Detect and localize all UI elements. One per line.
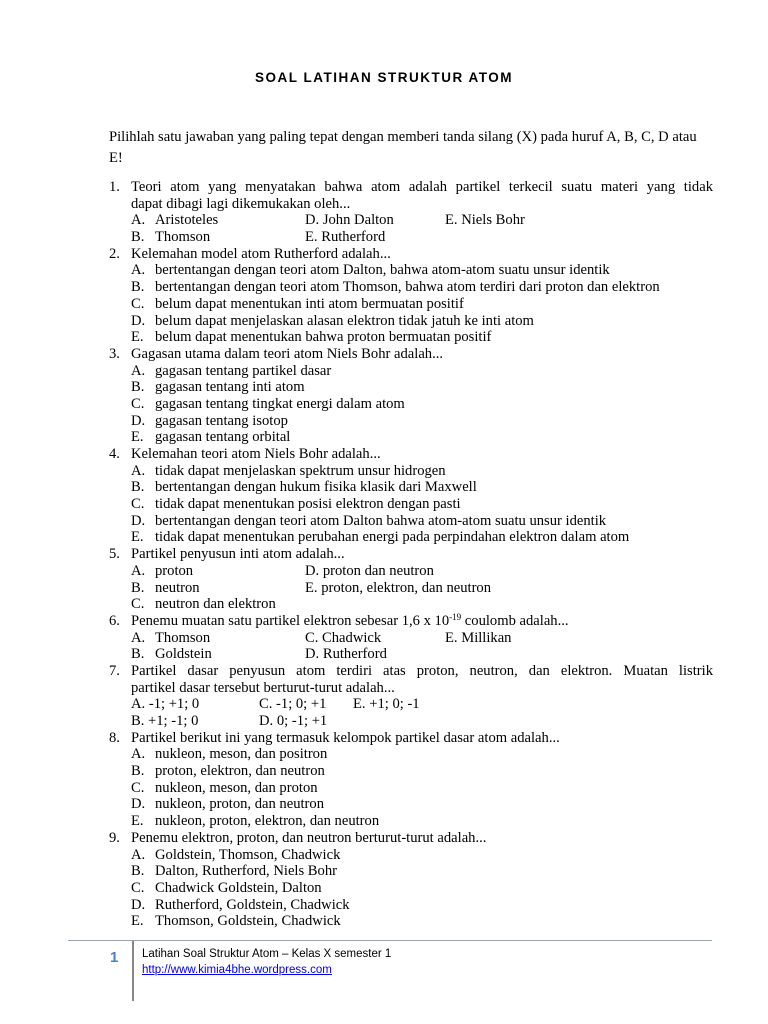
option-row <box>0 429 768 446</box>
option-letter: B. <box>131 863 145 880</box>
question-text: dapat dibagi lagi dikemukakan oleh... <box>131 195 351 212</box>
option-text: Thomson <box>155 629 211 646</box>
option-text: Dalton, Rutherford, Niels Bohr <box>155 863 337 880</box>
option-text: Thomson <box>155 229 211 246</box>
instructions: Pilihlah satu jawaban yang paling tepat dengan memberi tanda silang (X) pada huruf A, B, C, D atau E! <box>109 129 697 166</box>
option-row <box>0 813 768 830</box>
option-text: gagasan tentang tingkat energi dalam atom <box>155 395 405 412</box>
option-text: Chadwick Goldstein, Dalton <box>155 879 322 896</box>
option-letter: C. <box>131 879 145 896</box>
page-title: SOAL LATIHAN STRUKTUR ATOM <box>255 70 513 85</box>
question-5 <box>0 546 768 563</box>
option-letter: A. <box>131 212 146 229</box>
option-text: B. +1; -1; 0 <box>131 713 199 729</box>
option-letter: C. <box>131 779 145 796</box>
question-number: 3. <box>109 345 120 362</box>
option-row <box>0 229 768 246</box>
option-letter: C. <box>131 596 145 613</box>
option-row <box>0 596 768 613</box>
option-text: E. proton, elektron, dan neutron <box>305 579 492 596</box>
option-letter: E. <box>131 329 144 346</box>
option-text: tidak dapat menentukan perubahan energi pada perpindahan elektron dalam atom <box>155 529 630 546</box>
option-text: belum dapat menentukan inti atom bermuatan positif <box>155 295 464 312</box>
option-letter: C. <box>131 395 145 412</box>
question-number: 4. <box>109 446 120 462</box>
option-row <box>0 880 768 897</box>
footer-vertical-divider <box>132 941 134 1001</box>
option-row <box>0 262 768 279</box>
option-row <box>0 329 768 346</box>
option-text: bertentangan dengan hukum fisika klasik dari Maxwell <box>155 479 477 496</box>
option-letter: C. <box>131 496 145 513</box>
option-text: D. 0; -1; +1 <box>259 713 328 729</box>
question-text: Teori atom yang menyatakan bahwa atom adalah partikel terkecil suatu materi yang tidak <box>131 179 713 195</box>
option-row <box>0 796 768 813</box>
option-text: nukleon, meson, dan positron <box>155 746 328 763</box>
option-row <box>0 313 768 330</box>
option-letter: B. <box>131 579 145 596</box>
option-row <box>0 396 768 413</box>
question-text <box>131 613 713 630</box>
option-text: A. -1; +1; 0 <box>131 696 200 713</box>
option-text: Rutherford, Goldstein, Chadwick <box>155 896 350 913</box>
option-text: bertentangan dengan teori atom Thomson, bahwa atom terdiri dari proton dan elektron <box>155 279 660 296</box>
option-row <box>0 563 768 580</box>
option-text: gagasan tentang partikel dasar <box>155 362 332 379</box>
question-text: Partikel dasar penyusun atom terdiri atas proton, neutron, dan elektron. Muatan listrik <box>131 662 713 679</box>
option-text: E. Rutherford <box>305 229 386 246</box>
option-letter: D. <box>131 412 146 429</box>
option-text: bertentangan dengan teori atom Dalton bahwa atom-atom suatu unsur identik <box>155 512 607 529</box>
question-number: 9. <box>109 829 120 846</box>
option-text: Thomson, Goldstein, Chadwick <box>155 913 341 930</box>
option-text: gagasan tentang isotop <box>155 412 288 429</box>
option-text: Aristoteles <box>155 212 219 229</box>
option-text: E. +1; 0; -1 <box>353 696 420 713</box>
option-text: E. Niels Bohr <box>445 212 525 229</box>
option-letter: A. <box>131 262 146 279</box>
footer <box>142 946 391 978</box>
option-row <box>0 713 768 730</box>
option-row <box>0 379 768 396</box>
option-row <box>0 496 768 513</box>
option-letter: B. <box>131 279 145 296</box>
question-text: partikel dasar tersebut berturut-turut adalah... <box>131 679 395 696</box>
option-letter: C. <box>131 295 145 312</box>
option-text: belum dapat menjelaskan alasan elektron tidak jatuh ke inti atom <box>155 312 534 329</box>
option-row <box>0 897 768 914</box>
question-9 <box>0 830 768 847</box>
option-text: D. John Dalton <box>305 212 394 229</box>
option-row <box>0 913 768 930</box>
option-row <box>0 847 768 864</box>
question-number: 7. <box>109 662 120 679</box>
option-text: Goldstein, Thomson, Chadwick <box>155 846 341 863</box>
option-text: tidak dapat menentukan posisi elektron dengan pasti <box>155 496 461 513</box>
option-text: nukleon, proton, elektron, dan neutron <box>155 813 380 830</box>
option-letter: D. <box>131 512 146 529</box>
option-letter: D. <box>131 796 146 813</box>
page-number: 1 <box>110 949 119 966</box>
footer-title: Latihan Soal Struktur Atom – Kelas X semester 1 <box>142 948 392 960</box>
question-3 <box>0 346 768 363</box>
question-list <box>0 179 768 930</box>
option-row <box>0 413 768 430</box>
question-text: Gagasan utama dalam teori atom Niels Bohr adalah... <box>131 345 444 362</box>
option-letter: B. <box>131 646 145 663</box>
question-text: Partikel penyusun inti atom adalah... <box>131 546 345 563</box>
option-letter: E. <box>131 429 144 446</box>
option-letter: A. <box>131 629 146 646</box>
option-row <box>0 529 768 546</box>
option-row <box>0 646 768 663</box>
option-letter: A. <box>131 846 146 863</box>
option-row <box>0 479 768 496</box>
option-row <box>0 746 768 763</box>
question-text-main: Penemu muatan satu partikel elektron sebesar 1,6 x 10 <box>131 612 450 629</box>
question-1 <box>0 179 768 196</box>
option-text: D. proton dan neutron <box>305 562 434 579</box>
option-text: nukleon, proton, dan neutron <box>155 796 325 813</box>
option-row <box>0 863 768 880</box>
option-text: nukleon, meson, dan proton <box>155 779 318 796</box>
question-text: Partikel berikut ini yang termasuk kelompok partikel dasar atom adalah... <box>131 729 560 746</box>
option-text: tidak dapat menjelaskan spektrum unsur hidrogen <box>155 462 446 479</box>
option-text: neutron <box>155 579 200 596</box>
question-text: Kelemahan model atom Rutherford adalah... <box>131 245 391 262</box>
question-text-tail: coulomb adalah... <box>461 612 569 629</box>
question-number: 5. <box>109 546 120 563</box>
footer-divider <box>68 940 712 941</box>
option-letter: D. <box>131 312 146 329</box>
option-letter: A. <box>131 462 146 479</box>
footer-link[interactable]: http://www.kimia4bhe.wordpress.com <box>142 964 332 976</box>
option-text: belum dapat menentukan bahwa proton bermuatan positif <box>155 329 492 346</box>
question-number: 2. <box>109 245 120 262</box>
option-letter: B. <box>131 379 145 396</box>
option-letter: E. <box>131 813 144 830</box>
option-letter: D. <box>131 896 146 913</box>
question-7 <box>0 663 768 680</box>
option-letter: A. <box>131 562 146 579</box>
option-letter: B. <box>131 229 145 246</box>
option-row <box>0 463 768 480</box>
option-row <box>0 696 768 713</box>
option-letter: B. <box>131 479 145 496</box>
option-letter: B. <box>131 763 145 780</box>
option-row <box>0 513 768 530</box>
question-7-continued <box>0 680 768 697</box>
question-2 <box>0 246 768 263</box>
option-text: gagasan tentang inti atom <box>155 379 305 396</box>
option-row <box>0 363 768 380</box>
option-text: C. Chadwick <box>305 629 382 646</box>
option-text: gagasan tentang orbital <box>155 429 291 446</box>
option-text: neutron dan elektron <box>155 596 276 613</box>
option-row <box>0 630 768 647</box>
option-text: proton <box>155 562 194 579</box>
question-number: 6. <box>109 612 120 629</box>
question-number: 8. <box>109 729 120 746</box>
option-row <box>0 780 768 797</box>
option-text: bertentangan dengan teori atom Dalton, bahwa atom-atom suatu unsur identik <box>155 262 610 279</box>
option-text: E. Millikan <box>445 629 512 646</box>
option-text: C. -1; 0; +1 <box>259 696 327 713</box>
exponent: -19 <box>449 611 462 622</box>
option-row <box>0 212 768 229</box>
option-row <box>0 296 768 313</box>
option-row <box>0 763 768 780</box>
question-4 <box>0 446 768 463</box>
option-row <box>0 580 768 597</box>
option-letter: E. <box>131 913 144 930</box>
option-text: Goldstein <box>155 646 212 663</box>
option-text: D. Rutherford <box>305 646 387 663</box>
question-number: 1. <box>109 179 120 195</box>
question-1-continued <box>0 196 768 213</box>
question-text: Penemu elektron, proton, dan neutron berturut-turut adalah... <box>131 829 487 846</box>
option-letter: A. <box>131 362 146 379</box>
question-6 <box>0 613 768 630</box>
option-letter: A. <box>131 746 146 763</box>
option-letter: E. <box>131 529 144 546</box>
question-8 <box>0 730 768 747</box>
option-text: proton, elektron, dan neutron <box>155 763 325 780</box>
option-row <box>0 279 768 296</box>
question-text: Kelemahan teori atom Niels Bohr adalah... <box>131 446 381 462</box>
